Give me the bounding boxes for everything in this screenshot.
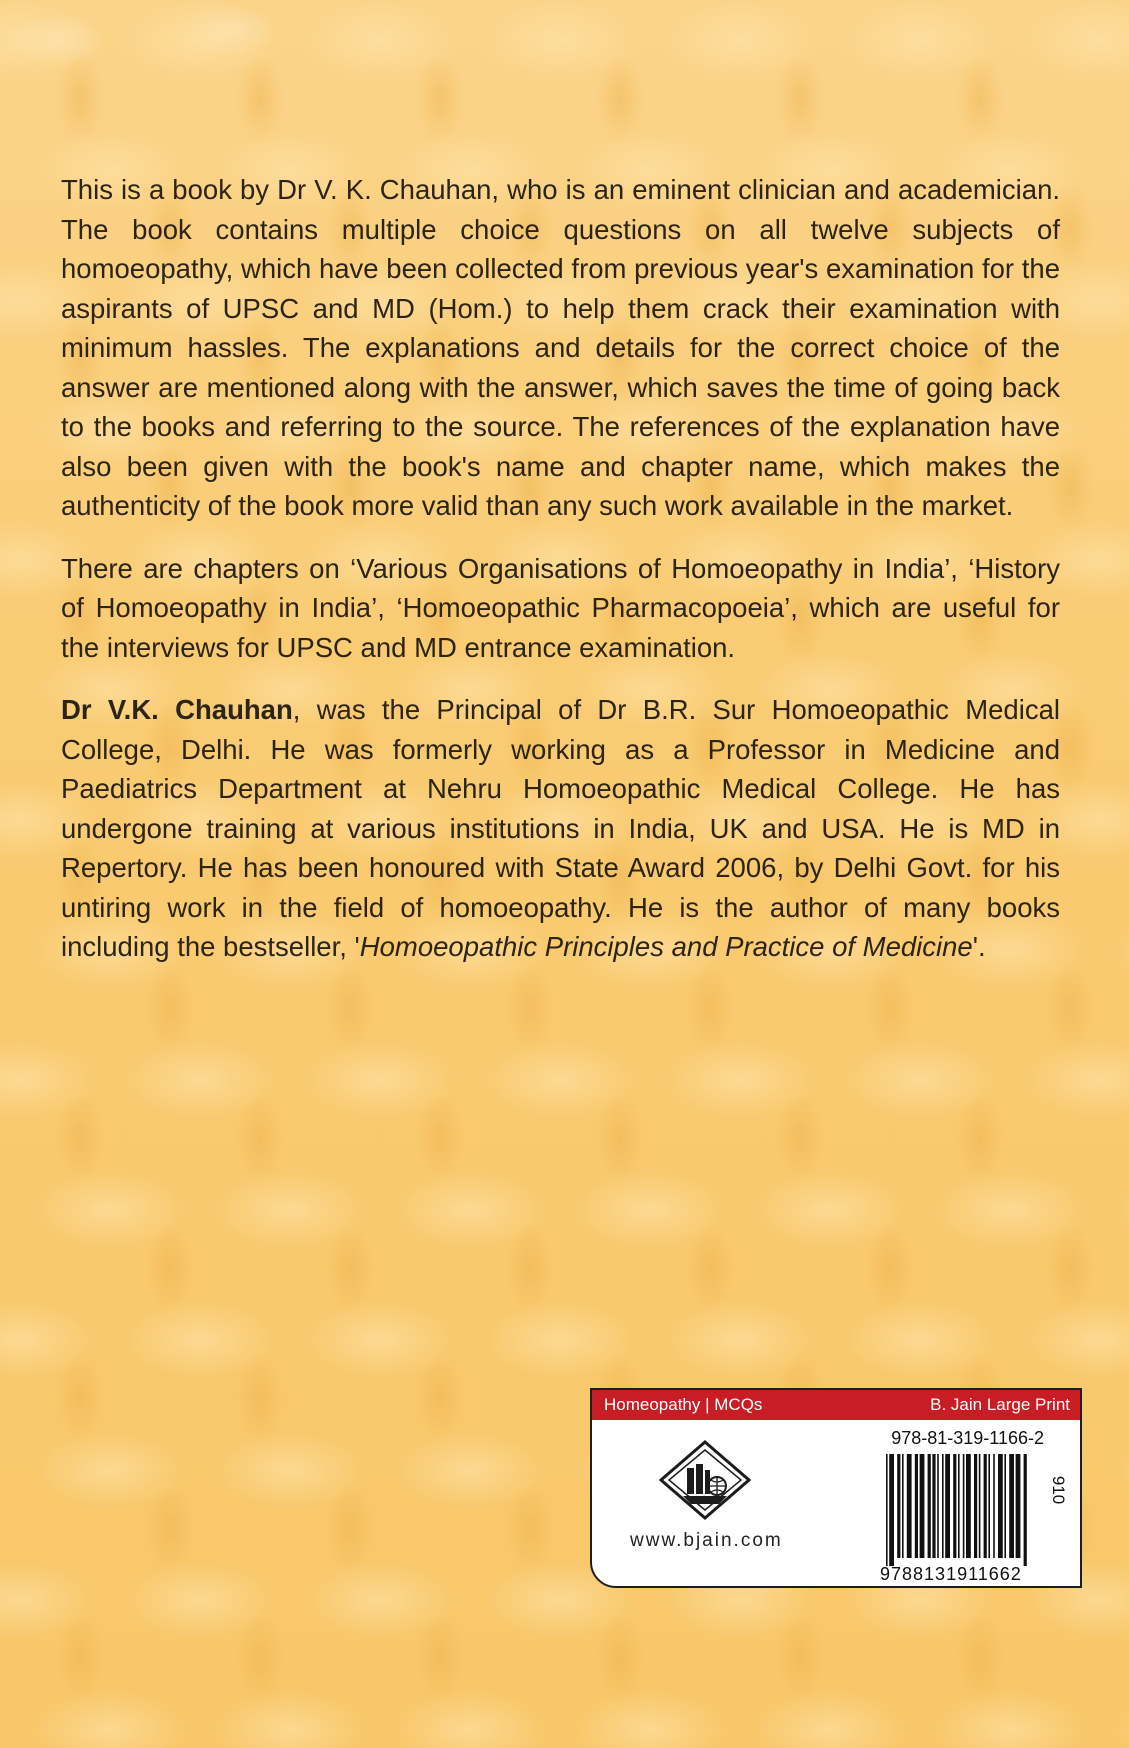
barcode-bar: [886, 1454, 888, 1566]
barcode-bar: [889, 1454, 894, 1566]
barcode-digits: 9788131911662: [880, 1564, 1022, 1584]
texture-shadow: [866, 1224, 914, 1312]
barcode-bar: [953, 1454, 956, 1558]
author-bio-text: , was the Principal of Dr B.R. Sur Homoeopathic Medical College, Delhi. He was formerly working as a Professor in Medicine and Paediatrics Department at Nehru Homoeopathic Medical College. He has undergone training at various institutions in India, UK and USA. He is MD in Repertory. He has been honoured with State Award 2006, by Delhi Govt. for his untiring work in the field of homoeopathy. He is the author of many books including the bestseller, ': [61, 694, 1060, 962]
texture-shadow: [416, 1094, 464, 1182]
texture-highlight: [1022, 0, 1129, 80]
texture-shadow: [236, 1614, 284, 1702]
texture-highlight: [392, 1690, 548, 1748]
texture-shadow: [416, 1614, 464, 1702]
author-bio: [61, 690, 1060, 967]
texture-highlight: [1112, 1430, 1129, 1510]
barcode-addon-code: 910: [1048, 1475, 1068, 1505]
barcode-bar: [920, 1454, 925, 1558]
texture-highlight: [1022, 1040, 1129, 1120]
texture-shadow: [236, 1094, 284, 1182]
publisher-website: www.bjain.com: [630, 1530, 783, 1551]
barcode-bar: [897, 1454, 900, 1558]
texture-shadow: [776, 54, 824, 142]
barcode-bar: [966, 1454, 971, 1558]
texture-shadow: [56, 1614, 104, 1702]
texture-highlight: [1112, 390, 1129, 470]
barcode-bar: [902, 1454, 904, 1558]
texture-shadow: [56, 1354, 104, 1442]
barcode-bar: [974, 1454, 977, 1558]
barcode-bar: [1009, 1454, 1014, 1558]
isbn-number: 978-81-319-1166-2: [891, 1428, 1044, 1448]
texture-shadow: [686, 1224, 734, 1312]
texture-highlight: [212, 1690, 368, 1748]
description-paragraph-1: This is a book by Dr V. K. Chauhan, who is an eminent clinician and academician. The book contains multiple choice questions on all twelve subjects of homoeopathy, which have been collected from previous year's examination for the aspirants of UPSC and MD (Hom.) to help them crack their examination with minimum hassles. The explanations and details for the correct choice of the answer are mentioned along with the answer, which saves the time of going back to the books and referring to the source. The references of the explanation have also been given with the book's name and chapter name, which makes the authenticity of the book more valid than any such work available in the market.: [61, 174, 1060, 521]
texture-highlight: [1112, 1170, 1129, 1250]
barcode-bar: [945, 1454, 950, 1558]
texture-highlight: [1112, 910, 1129, 990]
bjain-logo-icon: [657, 1440, 753, 1522]
texture-shadow: [596, 54, 644, 142]
barcode-bar: [963, 1454, 965, 1558]
texture-shadow: [326, 1224, 374, 1312]
texture-highlight: [752, 1690, 908, 1748]
texture-shadow: [1046, 1224, 1094, 1312]
barcode-bar: [979, 1454, 981, 1558]
texture-highlight: [32, 1690, 188, 1748]
author-name: Dr V.K. Chauhan: [61, 694, 293, 725]
barcode-bar: [988, 1454, 990, 1558]
barcode-bar: [942, 1454, 944, 1558]
barcode-bar: [1016, 1454, 1021, 1558]
texture-shadow: [956, 1094, 1004, 1182]
texture-shadow: [416, 1354, 464, 1442]
barcode-bar: [1024, 1454, 1027, 1566]
author-bio-end: '.: [972, 931, 986, 962]
texture-highlight: [1022, 1300, 1129, 1380]
texture-shadow: [956, 54, 1004, 142]
texture-highlight: [1112, 130, 1129, 210]
texture-highlight: [572, 1690, 728, 1748]
texture-shadow: [236, 54, 284, 142]
category-label: Homeopathy | MCQs: [604, 1395, 763, 1414]
texture-shadow: [596, 1614, 644, 1702]
texture-shadow: [146, 1484, 194, 1572]
texture-shadow: [596, 1094, 644, 1182]
texture-shadow: [146, 1224, 194, 1312]
texture-shadow: [56, 1094, 104, 1182]
texture-shadow: [776, 1094, 824, 1182]
texture-shadow: [776, 1614, 824, 1702]
isbn-barcode: [882, 1454, 1058, 1570]
barcode-bar: [1004, 1454, 1006, 1558]
barcode-bar: [998, 1454, 1003, 1558]
texture-shadow: [236, 1354, 284, 1442]
texture-highlight: [1112, 1690, 1129, 1748]
texture-shadow: [506, 1484, 554, 1572]
description-text: [61, 170, 1060, 990]
barcode-bar: [984, 1454, 987, 1558]
category-bar: [592, 1390, 1080, 1420]
barcode-bar: [993, 1454, 995, 1558]
barcode-bar: [937, 1454, 939, 1558]
imprint-label: B. Jain Large Print: [930, 1395, 1070, 1414]
texture-shadow: [416, 54, 464, 142]
texture-shadow: [506, 1224, 554, 1312]
texture-highlight: [1112, 650, 1129, 730]
barcode-bar: [932, 1454, 935, 1558]
bestseller-title: Homoeopathic Principles and Practice of Medicine: [359, 931, 973, 962]
barcode-bar: [958, 1454, 960, 1558]
publisher-logo-block: [630, 1440, 783, 1560]
description-paragraph-2: There are chapters on ‘Various Organisations of Homoeopathy in India’, ‘History of Homoeopathy in India’, ‘Homoeopathic Pharmacopoeia’, which are useful for the interviews for UPSC and MD entrance examination.: [61, 552, 1060, 663]
barcode-bar: [907, 1454, 912, 1558]
barcode-bar: [915, 1454, 918, 1558]
publisher-info-box: [590, 1388, 1082, 1588]
texture-shadow: [326, 1484, 374, 1572]
barcode-bar: [928, 1454, 931, 1558]
texture-shadow: [56, 54, 104, 142]
texture-shadow: [956, 1614, 1004, 1702]
texture-highlight: [932, 1690, 1088, 1748]
